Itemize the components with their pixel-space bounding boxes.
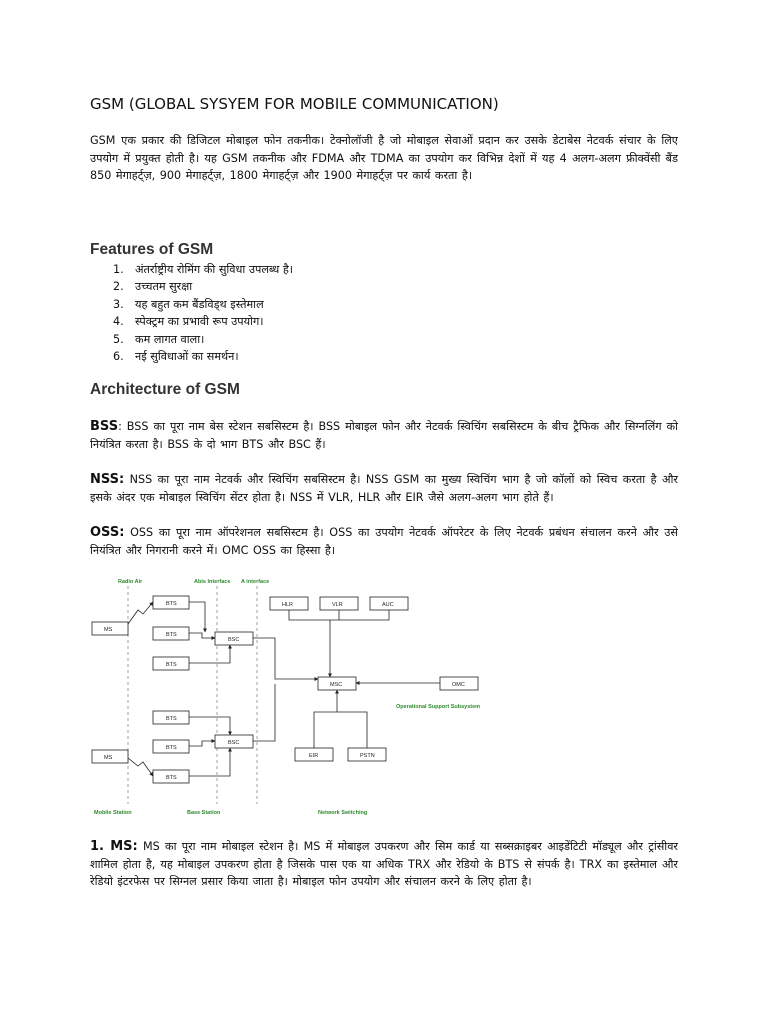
bts1-text: BTS [166,601,177,607]
features-heading: Features of GSM [90,241,214,258]
bss-label: BSS [90,419,119,434]
abis-label: Abis Interface [194,579,231,585]
bsc-top-to-msc-link [253,638,318,679]
gsm-architecture-diagram [90,572,590,822]
hlr-text: HLR [282,602,294,608]
nss-paragraph: NSS: NSS का पूरा नाम नेटवर्क और स्विचिंग सबसिस्टम है। NSS GSM का मुख्य स्विचिंग भाग है जो कॉलों को स्विच करता है और इसके अंदर एक मोबाइल स्विचिंग सेंटर होता है। NSS में VLR, HLR और EIR जैसे अलग-अलग भाग होते हैं। [90,472,678,504]
bsc-bottom-text: BSC [228,740,240,746]
bts2-text: BTS [166,632,177,638]
bts4-to-bsc-link [189,717,230,735]
list-item: 3. यह बहुत कम बैंडविड्थ इस्तेमाल [113,297,264,311]
architecture-heading: Architecture of GSM [90,381,240,398]
ms-top-to-bts1-link [128,602,153,624]
omc-text: OMC [452,682,465,688]
bts5-text: BTS [166,745,177,751]
base-station-label: Base Station [187,810,221,816]
list-item: 2. उच्चतम सुरक्षा [113,280,193,294]
bts6-text: BTS [166,775,177,781]
bts4-text: BTS [166,716,177,722]
eir-pstn-bus [314,712,367,748]
ms-label: 1. MS: [90,839,138,854]
ms-bottom-text: MS [104,755,113,761]
a-interface-label: A interface [241,579,270,585]
bsc-top-text: BSC [228,637,240,643]
auc-text: AUC [382,602,394,608]
pstn-text: PSTN [360,753,375,759]
bts6-to-bsc-link [189,748,230,776]
mobile-station-label: Mobile Station [94,810,132,816]
network-switching-label: Network Switching [318,810,368,816]
bts1-to-bsc-link [189,602,205,632]
list-item: 4. स्पेक्ट्रम का प्रभावी रूप उपयोग। [113,315,264,329]
bts3-to-bsc-link [189,645,230,663]
ms-top-text: MS [104,627,113,633]
eir-text: EIR [309,753,319,759]
list-item: 1. अंतर्राष्ट्रीय रोमिंग की सुविधा उपलब्ध है। [113,263,294,276]
list-item: 5. कम लागत वाला। [113,332,205,346]
intro-paragraph: GSM एक प्रकार की डिजिटल मोबाइल फोन तकनीक। टेक्नोलॉजी है जो मोबाइल सेवाओं प्रदान कर उसके डेटाबेस नेटवर्क संचार के लिए उपयोग में प्रयुक्त होती है। यह GSM तकनीक और FDMA और TDMA का उपयोग कर विभिन्न देशों में यह 4 अलग-अलग फ्रीक्वेंसी बैंड 850 मेगाहर्ट्ज़, 900 मेगाहर्ट्ज़, 1800 मेगाहर्ट्ज़ और 1900 मेगाहर्ट्ज़ पर कार्य करता है। [90,134,678,183]
nss-label: NSS: [90,472,125,487]
oss-label: OSS: [90,525,125,540]
msc-text: MSC [330,682,343,688]
bts3-text: BTS [166,662,177,668]
bts5-to-bsc-link [189,741,215,746]
document-title: GSM (GLOBAL SYSYEM FOR MOBILE COMMUNICATION) [90,95,499,113]
radio-air-label: Radio Air [118,579,143,585]
oss-label: Operational Support Subsystem [396,704,481,710]
list-item: 6. नई सुविधाओं का समर्थन। [113,350,239,364]
ms-paragraph: 1. MS: MS का पूरा नाम मोबाइल स्टेशन है। MS में मोबाइल उपकरण और सिम कार्ड या सब्सक्राइबर आइडेंटिटी मॉड्यूल और ट्रांसीवर शामिल होता है, यह मोबाइल उपकरण होता है जिसके पास एक या अधिक TRX और रेडियो के BTS से संपर्क है। TRX का इस्तेमाल और रेडियो इंटरफेस पर सिग्नल प्रसार किया जाता है। मोबाइल फोन उपयोग और संचालन करने के लिए होता है। [90,839,678,889]
vlr-text: VLR [332,602,343,608]
bsc-bottom-to-msc-link [253,684,275,741]
features-list [90,261,293,365]
ms-bottom-to-bts6-link [128,758,153,776]
bss-paragraph: BSS: BSS का पूरा नाम बेस स्टेशन सबसिस्टम है। BSS मोबाइल फोन और नेटवर्क स्विचिंग सबसिस्टम के बीच ट्रैफिक और सिग्नलिंग को नियंत्रित करता है। BSS के दो भाग BTS और BSC हैं। [90,419,678,451]
bts2-to-bsc-link [189,633,215,638]
oss-paragraph: OSS: OSS का पूरा नाम ऑपरेशनल सबसिस्टम है। OSS का उपयोग नेटवर्क ऑपरेटर के लिए नेटवर्क प्रबंधन संचालन करने और उसे नियंत्रित और निगरानी करने में। OMC OSS का हिस्सा है। [90,525,678,557]
